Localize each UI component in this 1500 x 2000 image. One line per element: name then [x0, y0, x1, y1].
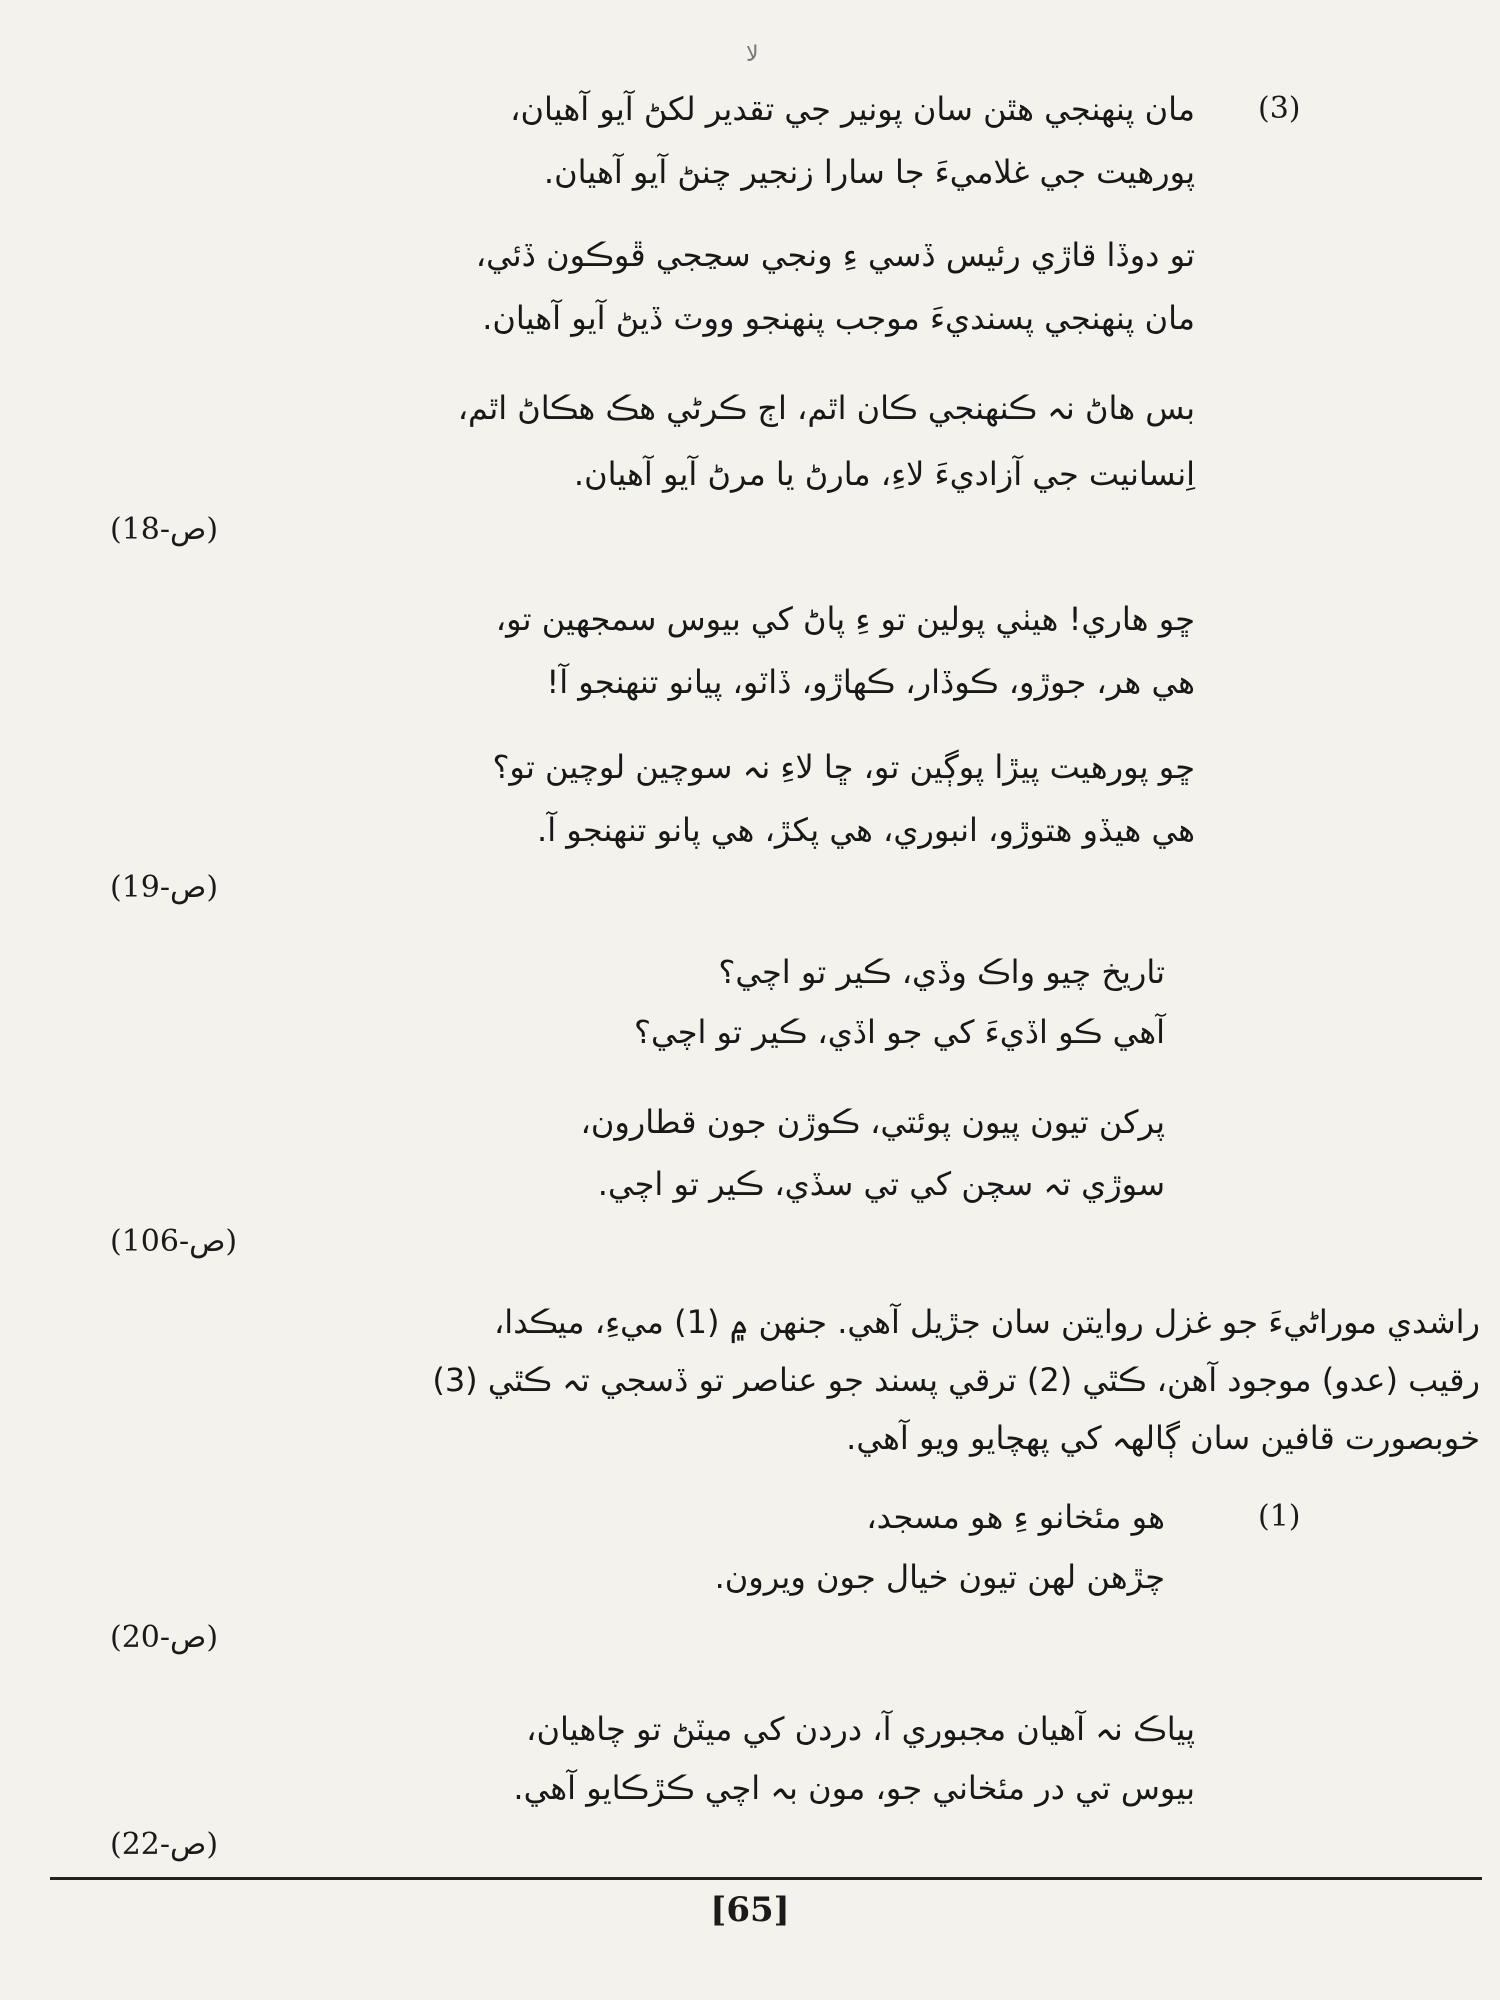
verse-line: هو مئخانو ءِ هو مسجد، [866, 1498, 1165, 1536]
page-reference: (ص-22) [110, 1827, 219, 1862]
page-number: [65] [710, 1890, 790, 1930]
verse-line: ڇو پورهيت پيڙا پوڳين تو، ڇا لاءِ نہ سوچين لوچين تو؟ [492, 748, 1195, 786]
page-reference: (ص-20) [110, 1620, 219, 1655]
verse-line: پرکن تيون پيون پوئتي، ڪوڙن جون قطارون، [580, 1103, 1165, 1141]
verse-line: پورهيت جي غلاميءَ جا سارا زنجير چنڻ آيو آهيان. [543, 153, 1195, 191]
page-reference: (ص-106) [110, 1224, 238, 1259]
verse-line: پياڪ نہ آهيان مجبوري آ، دردن کي ميٽڻ تو چاهيان، [526, 1710, 1195, 1748]
verse-line: آهي ڪو اڏيءَ کي جو اڏي، ڪير تو اچي؟ [634, 1013, 1165, 1051]
header-mark: لا [746, 42, 759, 67]
verse-line: بيوس تي در مئخاني جو، مون بہ اچي ڪڙڪايو آهي. [513, 1769, 1195, 1807]
verse-line: سوڙي تہ سچن کي تي سڏي، ڪير تو اچي. [597, 1165, 1165, 1203]
page-reference: (ص-19) [110, 870, 219, 905]
poem-number: (1) [1258, 1499, 1301, 1534]
poem-number: (3) [1258, 91, 1301, 126]
verse-line: مان پنهنجي هٿن سان پونير جي تقدير لکڻ آيو آهيان، [510, 90, 1195, 128]
verse-line: تو دوڏا قاڙي رئيس ڏسي ءِ ونجي سڃجي ڦوڪون ڏئي، [475, 236, 1195, 274]
paragraph-line: راشدي موراڻيءَ جو غزل روايتن سان جڙيل آهي. جنهن ۾ (1) ميءِ، ميڪدا، [493, 1303, 1480, 1341]
paragraph-line: خوبصورت قافين سان ڳالهہ کي پهچايو ويو آهي. [846, 1419, 1480, 1457]
verse-line: هي هيڏو هتوڙو، انبوري، هي پکڙ، هي پانو تنهنجو آ. [537, 811, 1195, 849]
verse-line: چڙهن لهن تيون خيال جون ويرون. [714, 1558, 1165, 1596]
verse-line: هي هر، جوڙو، ڪوڏار، ڪهاڙو، ڏاٽو، پيانو تنهنجو آ! [546, 663, 1195, 701]
verse-line: مان پنهنجي پسنديءَ موجب پنهنجو ووٽ ڏيڻ آيو آهيان. [482, 299, 1195, 337]
paragraph-line: رقيب (عدو) موجود آهن، ڪٿي (2) ترقي پسند جو عناصر تو ڏسجي تہ ڪٿي (3) [432, 1361, 1480, 1399]
verse-line: اِنسانيت جي آزاديءَ لاءِ، مارڻ يا مرڻ آيو آهيان. [573, 455, 1195, 493]
verse-line: بس هاڻ نہ ڪنهنجي ڪان اٿم، اڄ ڪرڻي هڪ هڪاڻ اٿم، [457, 389, 1195, 427]
verse-line: ڇو هاري! هيٺي پولين تو ءِ پاڻ کي بيوس سمجهين تو، [495, 600, 1195, 638]
footer-rule [50, 1877, 1482, 1880]
verse-line: تاريخ چيو واڪ وڏي، ڪير تو اچي؟ [718, 953, 1165, 991]
page-reference: (ص-18) [110, 512, 219, 547]
